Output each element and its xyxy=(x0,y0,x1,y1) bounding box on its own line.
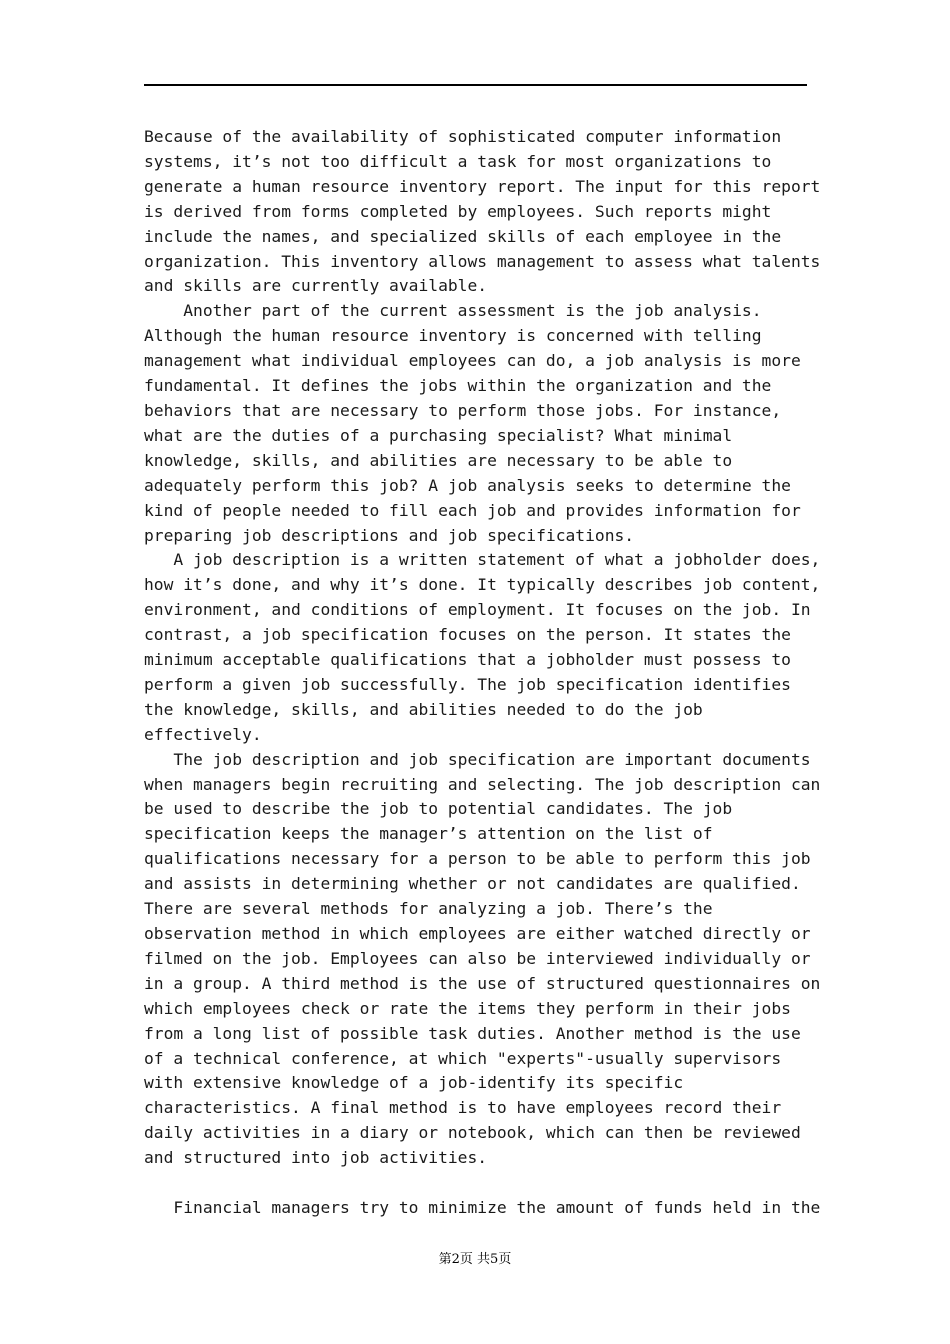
text-line: characteristics. A final method is to have employees record their xyxy=(144,1098,782,1118)
body-text xyxy=(144,125,821,1221)
text-line: what are the duties of a purchasing specialist? What minimal xyxy=(144,425,733,445)
text-line: Financial managers try to minimize the amount of funds held in the xyxy=(144,1197,821,1217)
text-line: observation method in which employees are either watched directly or xyxy=(144,924,811,943)
text-line: with extensive knowledge of a job-identify its specific xyxy=(144,1073,684,1093)
text-line: specification keeps the manager’s attention on the list of xyxy=(144,824,713,844)
text-line: is derived from forms completed by employees. Such reports might xyxy=(144,201,772,221)
text-line: kind of people needed to fill each job and provides information for xyxy=(144,500,801,520)
text-line: of a technical conference, at which "experts"-usually supervisors xyxy=(144,1048,782,1068)
text-line: fundamental. It defines the jobs within the organization and the xyxy=(144,376,772,396)
text-line: A job description is a written statement of what a jobholder does, xyxy=(144,550,821,570)
text-line: effectively. xyxy=(144,724,262,744)
text-line: daily activities in a diary or notebook, which can then be reviewed xyxy=(144,1123,801,1143)
text-line: and structured into job activities. xyxy=(144,1148,488,1168)
text-line: be used to describe the job to potential candidates. The job xyxy=(144,799,733,819)
blank-line xyxy=(144,1171,816,1196)
text-line: knowledge, skills, and abilities are necessary to be able to xyxy=(144,450,733,470)
text-line: in a group. A third method is the use of structured questionnaires on xyxy=(144,973,821,993)
text-line: from a long list of possible task duties. Another method is the use xyxy=(144,1023,801,1043)
text-line: adequately perform this job? A job analysis seeks to determine the xyxy=(144,475,791,495)
page-number-footer: 第2页 共5页 xyxy=(438,1252,512,1267)
text-line: minimum acceptable qualifications that a jobholder must possess to xyxy=(144,650,791,670)
text-line: qualifications necessary for a person to be able to perform this job xyxy=(144,849,811,869)
text-line: and assists in determining whether or not candidates are qualified. xyxy=(144,874,801,894)
text-line: behaviors that are necessary to perform those jobs. For instance, xyxy=(144,400,782,420)
text-line: organization. This inventory allows management to assess what talents xyxy=(144,251,821,271)
header-rule xyxy=(144,84,807,86)
text-line: and skills are currently available. xyxy=(144,276,488,296)
text-line: contrast, a job specification focuses on the person. It states the xyxy=(144,625,791,645)
text-line: systems, it’s not too difficult a task for most organizations to xyxy=(144,151,772,171)
text-line: the knowledge, skills, and abilities needed to do the job xyxy=(144,699,703,719)
text-line: There are several methods for analyzing a job. There’s the xyxy=(144,899,713,919)
text-line: Because of the availability of sophisticated computer information xyxy=(144,127,782,146)
text-line: how it’s done, and why it’s done. It typically describes job content, xyxy=(144,575,821,595)
text-line: filmed on the job. Employees can also be interviewed individually or xyxy=(144,948,811,968)
text-line: management what individual employees can do, a job analysis is more xyxy=(144,351,801,371)
text-line: The job description and job specification are important documents xyxy=(144,749,811,769)
text-line: include the names, and specialized skills of each employee in the xyxy=(144,226,782,246)
text-line: Although the human resource inventory is concerned with telling xyxy=(144,326,762,346)
text-line: which employees check or rate the items they perform in their jobs xyxy=(144,998,791,1018)
text-line: when managers begin recruiting and selecting. The job description can xyxy=(144,774,821,794)
text-line: perform a given job successfully. The job specification identifies xyxy=(144,674,791,694)
text-line: environment, and conditions of employment. It focuses on the job. In xyxy=(144,600,811,620)
text-line: generate a human resource inventory report. The input for this report xyxy=(144,176,821,196)
text-line: preparing job descriptions and job specifications. xyxy=(144,525,635,545)
text-line: Another part of the current assessment is the job analysis. xyxy=(144,301,762,321)
